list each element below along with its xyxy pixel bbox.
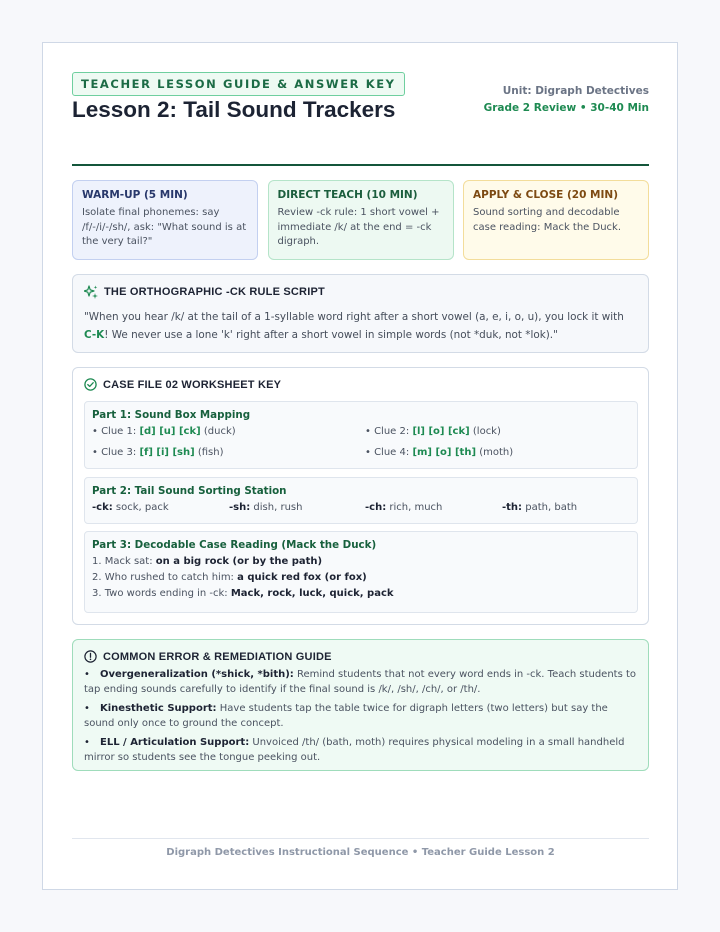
phase-card-warm-up — [72, 180, 258, 260]
reading-answer — [92, 572, 630, 583]
script-text-before: "When you hear /k/ at the tail of a 1-syllable word right after a short vowel (a, e, i, o, u), you lock it with — [84, 311, 624, 323]
sort-words: sock, pack — [115, 502, 169, 513]
check-circle-icon — [84, 378, 97, 391]
reading-answer — [92, 588, 630, 599]
sort-words: path, bath — [525, 502, 578, 513]
phase-title: DIRECT TEACH (10 MIN) — [277, 189, 418, 201]
lesson-page — [42, 42, 678, 890]
clue-word: (fish) — [197, 447, 224, 458]
script-text-after: ! We never use a lone 'k' right after a short vowel in simple words (not *duk, not *lok)." — [104, 329, 558, 341]
part-title: Part 3: Decodable Case Reading (Mack the Duck) — [92, 539, 377, 551]
part-title: Part 2: Tail Sound Sorting Station — [92, 485, 287, 497]
reading-answer-text: a quick red fox (or fox) — [237, 572, 367, 583]
clue-label: • Clue 4: — [365, 447, 410, 458]
unit-label: Unit: Digraph Detectives — [502, 85, 649, 97]
reading-answer-text: Mack, rock, luck, quick, pack — [230, 588, 394, 599]
worksheet-heading — [84, 378, 637, 391]
error-label: Kinesthetic Support: — [100, 703, 217, 714]
phase-card-apply-close — [463, 180, 649, 260]
reading-answer — [92, 556, 630, 567]
page-title: Lesson 2: Tail Sound Trackers — [72, 97, 396, 122]
sort-item — [365, 502, 442, 513]
part-sorting-station — [84, 477, 638, 524]
sparkles-icon — [84, 285, 98, 299]
clue-word: (moth) — [479, 447, 514, 458]
lesson-phases — [72, 180, 649, 260]
clue-item — [365, 447, 513, 458]
page-footer: Digraph Detectives Instructional Sequence • Teacher Guide Lesson 2 — [72, 838, 649, 858]
reading-question: 1. Mack sat: — [92, 556, 153, 567]
error-label: Overgeneralization (*shick, *bith): — [100, 669, 294, 680]
reading-question: 2. Who rushed to catch him: — [92, 572, 234, 583]
clue-grid — [92, 421, 630, 465]
ck-highlight: C-K — [84, 329, 105, 341]
part-decodable-reading — [84, 531, 638, 613]
clue-item — [365, 426, 501, 437]
reading-answer-text: on a big rock (or by the path) — [155, 556, 323, 567]
phase-title: WARM-UP (5 MIN) — [82, 189, 188, 201]
phase-text: Review -ck rule: 1 short vowel + immediate /k/ at the end = -ck digraph. — [277, 207, 440, 247]
bullet: • — [84, 669, 90, 680]
sort-row — [92, 502, 630, 522]
sort-item — [92, 502, 169, 513]
worksheet-key — [72, 367, 649, 625]
phase-text: Isolate final phonemes: say /f/-/i/-/sh/, ask: "What sound is at the very tail?" — [82, 207, 247, 247]
rule-script-heading — [84, 285, 637, 299]
error-text: Remind students that not every word ends in -ck. Teach students to tap ending sounds carefully to identify if the final sound is /k/, /sh/, /ch/, or /th/. — [84, 669, 637, 695]
clue-boxes: [d] [u] [ck] — [139, 426, 201, 437]
sort-key: -sh: — [229, 502, 251, 513]
clue-word: (lock) — [472, 426, 501, 437]
clue-word: (duck) — [203, 426, 236, 437]
guide-badge: TEACHER LESSON GUIDE & ANSWER KEY — [72, 72, 405, 96]
clue-label: • Clue 2: — [365, 426, 410, 437]
phase-title: APPLY & CLOSE (20 MIN) — [473, 189, 618, 201]
page-content — [72, 72, 649, 763]
phase-text: Sound sorting and decodable case reading: Mack the Duck. — [473, 207, 622, 233]
grade-duration-label: Grade 2 Review • 30-40 Min — [483, 102, 649, 114]
error-item — [84, 701, 637, 731]
part-title: Part 1: Sound Box Mapping — [92, 409, 251, 421]
error-text: Unvoiced /th/ (bath, moth) requires physical modeling in a small handheld mirror so students see the tongue peeking out. — [84, 737, 625, 763]
sort-key: -th: — [502, 502, 523, 513]
rule-script-box — [72, 274, 649, 353]
bullet: • — [84, 737, 90, 748]
clue-item — [92, 447, 224, 458]
section-heading: THE ORTHOGRAPHIC -CK RULE SCRIPT — [104, 286, 325, 298]
section-heading: CASE FILE 02 WORKSHEET KEY — [103, 378, 282, 391]
sort-words: rich, much — [389, 502, 443, 513]
bullet: • — [84, 703, 90, 714]
sort-words: dish, rush — [253, 502, 303, 513]
part-sound-box-mapping — [84, 401, 638, 469]
clue-item — [92, 426, 236, 437]
reading-question: 3. Two words ending in -ck: — [92, 588, 228, 599]
clue-boxes: [l] [o] [ck] — [412, 426, 470, 437]
unit-info — [484, 85, 649, 114]
rule-script-text — [84, 308, 637, 344]
clue-boxes: [f] [i] [sh] — [139, 447, 195, 458]
error-remediation-guide — [72, 639, 649, 771]
sort-item — [229, 502, 302, 513]
sort-item — [502, 502, 577, 513]
error-label: ELL / Articulation Support: — [100, 737, 250, 748]
page-header — [72, 72, 649, 166]
sort-key: -ch: — [365, 502, 387, 513]
alert-circle-icon — [84, 650, 97, 663]
error-item — [84, 667, 637, 697]
clue-boxes: [m] [o] [th] — [412, 447, 477, 458]
error-guide-heading — [84, 650, 637, 663]
clue-label: • Clue 3: — [92, 447, 137, 458]
sort-key: -ck: — [92, 502, 113, 513]
section-heading: COMMON ERROR & REMEDIATION GUIDE — [103, 650, 332, 663]
error-item — [84, 735, 637, 765]
error-text: Have students tap the table twice for digraph letters (two letters) but say the sound only once to ground the concept. — [84, 703, 608, 729]
phase-card-direct-teach — [268, 180, 454, 260]
clue-label: • Clue 1: — [92, 426, 137, 437]
